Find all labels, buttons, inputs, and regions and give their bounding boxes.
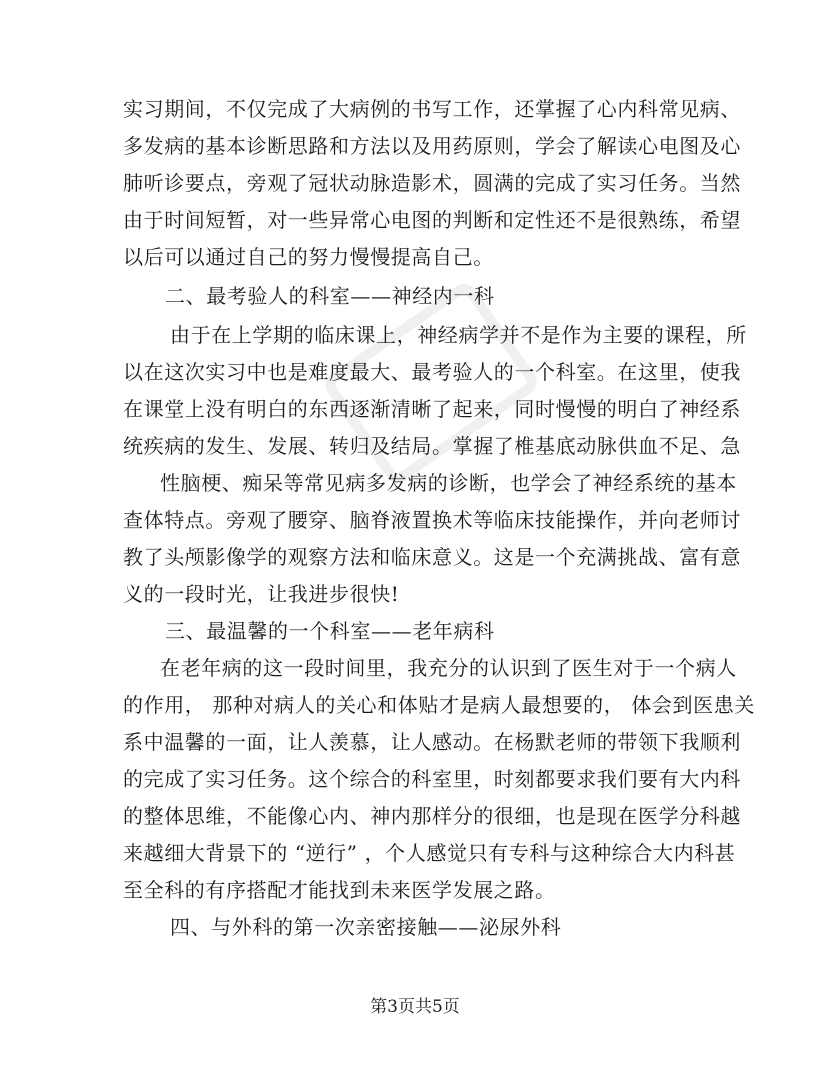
paragraph-2-line-1: 由于在上学期的临床课上，神经病学并不是作为主要的课程，所 [170, 323, 747, 347]
paragraph-3-line-3: 系中温馨的一面，让人羡慕，让人感动。在杨默老师的带领下我顺利 [123, 730, 741, 754]
paragraph-1-line-5: 以后可以通过自己的努力慢慢提高自己。 [123, 245, 494, 269]
section-heading-2: 二、最考验人的科室——神经内一科 [165, 284, 495, 308]
paragraph-1-line-1: 实习期间，不仅完成了大病例的书写工作，还掌握了心内科常见病、 [123, 97, 741, 121]
paragraph-1-line-3: 肺听诊要点，旁观了冠状动脉造影术，圆满的完成了实习任务。当然 [123, 171, 741, 195]
paragraph-1-line-4: 由于时间短暂，对一些异常心电图的判断和定性还不是很熟练，希望 [123, 208, 741, 232]
paragraph-2-line-6: 查体特点。旁观了腰穿、脑脊液置换术等临床技能操作，并向老师讨 [123, 508, 741, 532]
page-number: 第3页共5页 [370, 997, 460, 1017]
paragraph-3-line-1: 在老年病的这一段时间里，我充分的认识到了医生对于一个病人 [160, 656, 737, 680]
paragraph-3-line-4: 的完成了实习任务。这个综合的科室里，时刻都要求我们要有大内科 [123, 767, 741, 791]
paragraph-3-line-5: 的整体思维，不能像心内、神内那样分的很细，也是现在医学分科越 [123, 804, 741, 828]
paragraph-2-line-2: 以在这次实习中也是难度最大、最考验人的一个科室。在这里，使我 [123, 360, 741, 384]
paragraph-3-line-2: 的作用， 那种对病人的关心和体贴才是病人最想要的， 体会到医患关 [123, 693, 755, 717]
paragraph-2-line-7: 教了头颅影像学的观察方法和临床意义。这是一个充满挑战、富有意 [123, 545, 741, 569]
paragraph-2-line-8: 义的一段时光，让我进步很快! [123, 582, 400, 606]
paragraph-2-line-4: 统疾病的发生、发展、转归及结局。掌握了椎基底动脉供血不足、急 [123, 434, 741, 458]
paragraph-2-line-5: 性脑梗、痴呆等常见病多发病的诊断，也学会了神经系统的基本 [160, 471, 737, 495]
section-heading-3: 三、最温馨的一个科室——老年病科 [165, 619, 495, 643]
paragraph-3-line-6: 来越细大背景下的 “逆行” ，个人感觉只有专科与这种综合大内科甚 [123, 841, 736, 865]
section-heading-4: 四、与外科的第一次亲密接触——泌尿外科 [170, 915, 562, 939]
paragraph-1-line-2: 多发病的基本诊断思路和方法以及用药原则，学会了解读心电图及心 [123, 134, 741, 158]
paragraph-3-line-7: 至全科的有序搭配才能找到未来医学发展之路。 [123, 878, 556, 902]
paragraph-2-line-3: 在课堂上没有明白的东西逐渐清晰了起来，同时慢慢的明白了神经系 [123, 397, 741, 421]
